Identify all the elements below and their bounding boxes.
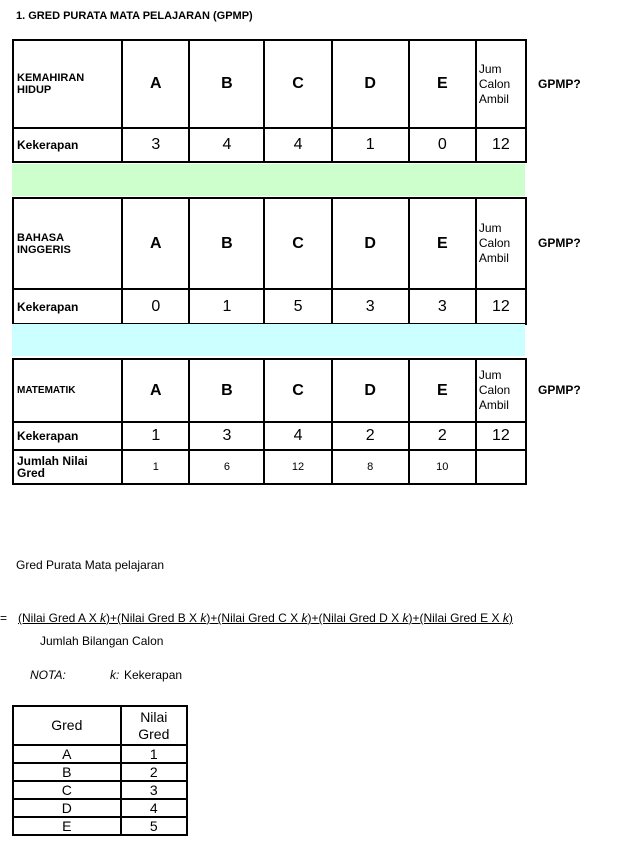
freq-label: Kekerapan: [13, 422, 122, 450]
jumlah-value: 1: [122, 450, 189, 484]
ref-grade: B: [13, 763, 121, 781]
freq-value: 3: [122, 128, 189, 162]
nota-text: Kekerapan: [124, 668, 183, 682]
nota-label: NOTA:: [30, 668, 66, 682]
freq-value: 5: [264, 289, 331, 324]
jum-calon-header: Jum Calon Ambil: [476, 40, 526, 128]
ref-value: 2: [121, 763, 187, 781]
grade-header-e: E: [409, 359, 476, 422]
freq-total: 12: [476, 422, 526, 450]
grade-header-a: A: [122, 198, 189, 289]
formula-numerator: (Nilai Gred A X k)+(Nilai Gred B X k)+(Nilai Gred C X k)+(Nilai Gred D X k)+(Nilai Gred E X k): [18, 611, 513, 625]
grade-header-b: B: [189, 359, 264, 422]
grade-header-d: D: [332, 40, 409, 128]
subject-table-matematik: [12, 358, 527, 485]
ref-grade: C: [13, 781, 121, 799]
jumlah-nilai-label: Jumlah Nilai Gred: [13, 450, 122, 484]
gpmp-label: GPMP?: [538, 236, 581, 250]
grade-header-d: D: [332, 359, 409, 422]
grade-header-a: A: [122, 40, 189, 128]
grade-header-c: C: [264, 40, 331, 128]
grade-header-c: C: [264, 359, 331, 422]
equals-sign: =: [0, 611, 8, 625]
jumlah-value: 8: [332, 450, 409, 484]
subject-name: MATEMATIK: [13, 359, 122, 422]
freq-value: 3: [409, 289, 476, 324]
color-band-cyan: [12, 324, 525, 356]
subject-table-kemahiran-hidup: [12, 39, 527, 163]
grade-header-a: A: [122, 359, 189, 422]
ref-value: 1: [121, 745, 187, 763]
freq-label: Kekerapan: [13, 289, 122, 324]
freq-label: Kekerapan: [13, 128, 122, 162]
ref-value: 3: [121, 781, 187, 799]
ref-value: 4: [121, 799, 187, 817]
subject-table-bahasa-inggeris: [12, 197, 527, 325]
freq-value: 0: [122, 289, 189, 324]
ref-grade: D: [13, 799, 121, 817]
grade-header-c: C: [264, 198, 331, 289]
freq-value: 1: [122, 422, 189, 450]
grade-header-b: B: [189, 198, 264, 289]
grade-header-e: E: [409, 40, 476, 128]
formula-heading: Gred Purata Mata pelajaran: [16, 558, 165, 572]
freq-total: 12: [476, 128, 526, 162]
ref-value: 5: [121, 817, 187, 835]
jum-calon-header: Jum Calon Ambil: [476, 198, 526, 289]
gpmp-label: GPMP?: [538, 383, 581, 397]
jumlah-value: 6: [189, 450, 264, 484]
freq-value: 4: [189, 128, 264, 162]
nota-k: k:: [110, 668, 120, 682]
jumlah-value: 10: [409, 450, 476, 484]
freq-value: 2: [332, 422, 409, 450]
color-band-green: [12, 164, 525, 196]
freq-value: 0: [409, 128, 476, 162]
grade-value-table: [12, 705, 188, 836]
freq-value: 3: [189, 422, 264, 450]
page-title: 1. GRED PURATA MATA PELAJARAN (GPMP): [16, 10, 253, 22]
ref-grade: A: [13, 745, 121, 763]
grade-header-b: B: [189, 40, 264, 128]
gpmp-label: GPMP?: [538, 77, 581, 91]
grade-header-d: D: [332, 198, 409, 289]
subject-name: BAHASA INGGERIS: [13, 198, 122, 289]
jum-calon-header: Jum Calon Ambil: [476, 359, 526, 422]
freq-value: 2: [409, 422, 476, 450]
grade-header-e: E: [409, 198, 476, 289]
freq-value: 1: [189, 289, 264, 324]
subject-name: KEMAHIRAN HIDUP: [13, 40, 122, 128]
freq-value: 4: [264, 422, 331, 450]
freq-total: 12: [476, 289, 526, 324]
ref-grade: E: [13, 817, 121, 835]
ref-header-nilai-gred: Nilai Gred: [121, 706, 187, 745]
freq-value: 4: [264, 128, 331, 162]
ref-header-gred: Gred: [13, 706, 121, 745]
freq-value: 1: [332, 128, 409, 162]
jumlah-total-empty: [476, 450, 526, 484]
formula-denominator: Jumlah Bilangan Calon: [40, 634, 164, 648]
freq-value: 3: [332, 289, 409, 324]
jumlah-value: 12: [264, 450, 331, 484]
